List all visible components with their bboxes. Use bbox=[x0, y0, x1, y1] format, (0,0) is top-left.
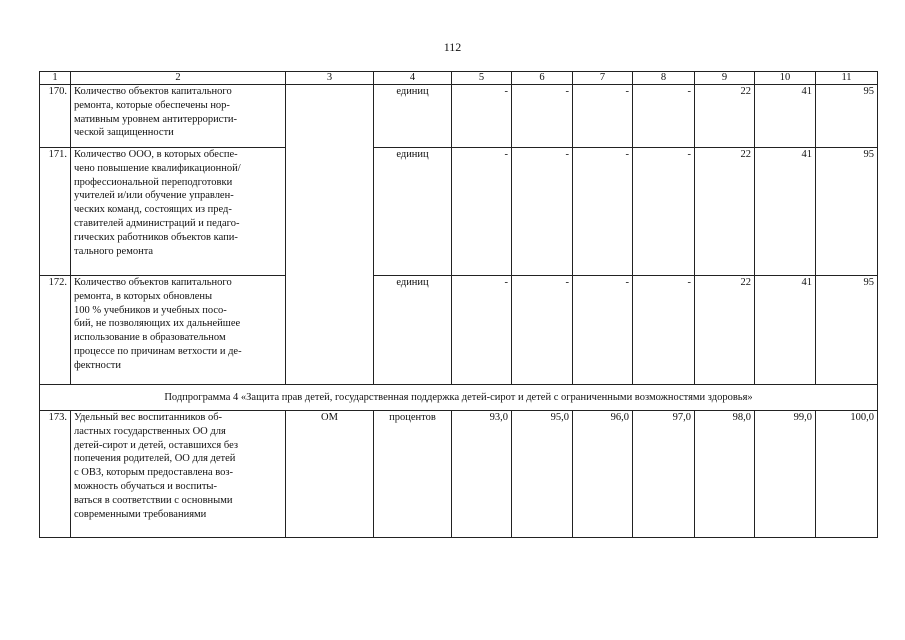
row-number: 173. bbox=[40, 411, 71, 538]
description-line: ремонта, в которых обновлены bbox=[74, 290, 213, 302]
value-cell: - bbox=[452, 148, 512, 276]
program-cell bbox=[286, 276, 374, 385]
indicator-description bbox=[71, 85, 286, 148]
value-cell: 93,0 bbox=[452, 411, 512, 538]
header-row bbox=[40, 72, 878, 85]
value-cell: - bbox=[633, 85, 695, 148]
description-line: профессиональной переподготовки bbox=[74, 176, 233, 188]
description-line: ставителей администраций и педаго- bbox=[74, 217, 240, 229]
description-line: Удельный вес воспитанников об- bbox=[74, 412, 223, 423]
description-line: ремонта, которые обеспечены нор- bbox=[74, 99, 230, 111]
indicator-table bbox=[39, 71, 878, 538]
header-cell: 10 bbox=[755, 72, 816, 85]
value-cell: - bbox=[512, 85, 573, 148]
table-row bbox=[40, 148, 878, 276]
description-line: Количество ООО, в которых обеспе- bbox=[74, 149, 238, 160]
value-cell: 96,0 bbox=[573, 411, 633, 538]
value-cell: 98,0 bbox=[695, 411, 755, 538]
value-cell: 41 bbox=[755, 276, 816, 385]
header-cell: 7 bbox=[573, 72, 633, 85]
indicator-description bbox=[71, 148, 286, 276]
description-line: ваться в соответствии с основными bbox=[74, 494, 233, 506]
program-cell bbox=[286, 148, 374, 276]
subprogram-title: Подпрограмма 4 «Защита прав детей, государственная поддержка детей-сирот и детей с ограниченными возможностями здоровья» bbox=[40, 385, 878, 411]
value-cell: 22 bbox=[695, 148, 755, 276]
unit-cell: процентов bbox=[374, 411, 452, 538]
program-cell bbox=[286, 85, 374, 148]
value-cell: 97,0 bbox=[633, 411, 695, 538]
description-line: бий, не позволяющих их дальнейшее bbox=[74, 318, 241, 330]
header-cell: 3 bbox=[286, 72, 374, 85]
value-cell: 95 bbox=[816, 85, 878, 148]
header-cell: 6 bbox=[512, 72, 573, 85]
value-cell: - bbox=[573, 85, 633, 148]
description-line: Количество объектов капитального bbox=[74, 277, 232, 288]
row-number: 170. bbox=[40, 85, 71, 148]
description-line: гических работников объектов капи- bbox=[74, 231, 238, 243]
value-cell: - bbox=[633, 148, 695, 276]
description-line: чено повышение квалификационной/ bbox=[74, 162, 241, 174]
unit-cell: единиц bbox=[374, 148, 452, 276]
unit-cell: единиц bbox=[374, 85, 452, 148]
table-row bbox=[40, 85, 878, 148]
description-line: ческой защищенности bbox=[74, 127, 174, 139]
value-cell: 22 bbox=[695, 276, 755, 385]
row-number: 172. bbox=[40, 276, 71, 385]
value-cell: 95 bbox=[816, 276, 878, 385]
header-cell: 4 bbox=[374, 72, 452, 85]
unit-cell: единиц bbox=[374, 276, 452, 385]
value-cell: - bbox=[633, 276, 695, 385]
program-cell: ОМ bbox=[286, 411, 374, 538]
description-line: ластных государственных ОО для bbox=[74, 425, 226, 437]
subprogram-row bbox=[40, 385, 878, 411]
description-line: учителей и/или обучение управлен- bbox=[74, 190, 234, 202]
description-line: можность обучаться и воспиты- bbox=[74, 480, 217, 492]
description-line: фектности bbox=[74, 359, 122, 371]
value-cell: 95 bbox=[816, 148, 878, 276]
description-line: Количество объектов капитального bbox=[74, 86, 232, 97]
description-line: процессе по причинам ветхости и де- bbox=[74, 345, 242, 357]
description-line: современными требованиями bbox=[74, 508, 207, 520]
description-line: попечения родителей, ОО для детей bbox=[74, 453, 236, 465]
header-cell: 9 bbox=[695, 72, 755, 85]
value-cell: 95,0 bbox=[512, 411, 573, 538]
table-row bbox=[40, 276, 878, 385]
value-cell: - bbox=[512, 276, 573, 385]
description-line: с ОВЗ, которым предоставлена воз- bbox=[74, 467, 234, 479]
description-line: использование в образовательном bbox=[74, 332, 226, 344]
header-cell: 8 bbox=[633, 72, 695, 85]
value-cell: - bbox=[573, 276, 633, 385]
indicator-description bbox=[71, 411, 286, 538]
value-cell: 41 bbox=[755, 148, 816, 276]
description-line: детей-сирот и детей, оставшихся без bbox=[74, 439, 239, 451]
table-row bbox=[40, 411, 878, 538]
header-cell: 11 bbox=[816, 72, 878, 85]
description-line: ческих команд, состоящих из пред- bbox=[74, 204, 232, 216]
value-cell: 99,0 bbox=[755, 411, 816, 538]
header-cell: 5 bbox=[452, 72, 512, 85]
description-line: 100 % учебников и учебных посо- bbox=[74, 304, 227, 316]
header-cell: 2 bbox=[71, 72, 286, 85]
value-cell: - bbox=[512, 148, 573, 276]
value-cell: - bbox=[452, 276, 512, 385]
page-number: 112 bbox=[443, 40, 462, 54]
value-cell: 100,0 bbox=[816, 411, 878, 538]
value-cell: 22 bbox=[695, 85, 755, 148]
description-line: тального ремонта bbox=[74, 245, 154, 257]
value-cell: - bbox=[573, 148, 633, 276]
header-cell: 1 bbox=[40, 72, 71, 85]
value-cell: - bbox=[452, 85, 512, 148]
row-number: 171. bbox=[40, 148, 71, 276]
indicator-description bbox=[71, 276, 286, 385]
value-cell: 41 bbox=[755, 85, 816, 148]
description-line: мативным уровнем антитеррористи- bbox=[74, 113, 238, 125]
